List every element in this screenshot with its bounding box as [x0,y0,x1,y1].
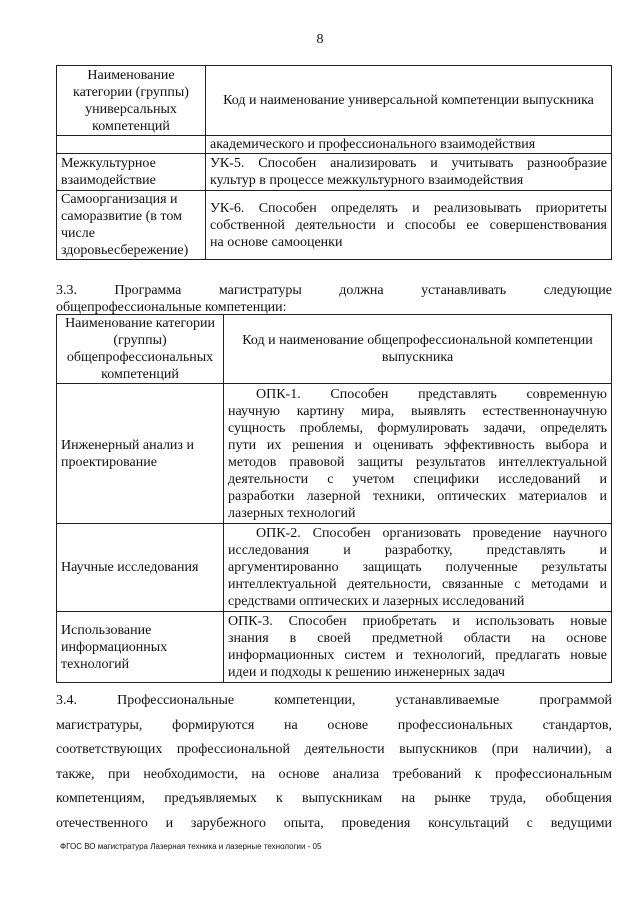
paragraph-line: соответствующих профессиональной деятельности выпускников (при наличии), а [56,742,612,757]
category-cell: Использование информационных технологий [57,612,224,683]
header-category-cell: Наименование категории (группы) общепрофессиональных компетенций [57,315,224,384]
page-number: 8 [316,32,324,47]
paragraph-line: общепрофессиональные компетенции: [56,300,287,315]
code-line: собственной деятельности и способы ее совершенствования [210,217,607,233]
category-cell: Инженерный анализ и проектирование [57,384,224,524]
code-line: лазерных технологий [228,505,356,521]
paragraph-3-4 [56,689,612,836]
table-header-row [57,315,612,384]
paragraph-line: магистратуры, формируются на основе профессиональных стандартов, [56,717,612,733]
universal-competencies-table [56,65,612,260]
code-cell [224,524,612,612]
paragraph-line: отечественного и зарубежного опыта, проведения консультаций с ведущими [56,815,612,831]
table-row [57,524,612,612]
category-cell: Научные исследования [57,524,224,612]
code-cell [224,612,612,683]
paragraph-3-3 [56,282,612,316]
code-line: сущность проблемы, формулировать задачи, определять [228,420,607,436]
code-line: ОПК-1. Способен представлять современную [256,386,607,402]
code-cell: академического и профессионального взаимодействия [206,136,612,154]
code-line: идеи и подходы к решению инженерных задач [228,665,505,680]
category-cell [57,136,206,154]
code-line: научную картину мира, выявлять естественнонаучную [228,403,607,419]
code-line: пути их решения и оценивать эффективность выбора и [228,437,607,453]
header-code-cell: Код и наименование универсальной компетенции выпускника [206,66,612,136]
code-line: культур в процессе межкультурного взаимодействия [210,173,524,188]
paragraph-line: также, при необходимости, на основе анализа требований к профессиональным [56,766,612,782]
code-line: интеллектуальной деятельности, связанные с методами и [228,577,607,592]
general-professional-competencies-table [56,314,612,683]
code-line: знания в своей предметной области на основе [228,631,607,646]
code-line: ОПК-3. Способен приобретать и использовать новые [228,614,607,629]
code-line: исследования и разработку, представлять и [228,543,607,558]
code-cell [206,154,612,191]
table-header-row [57,66,612,136]
code-cell [206,191,612,260]
paragraph-line: 3.4. Профессиональные компетенции, устанавливаемые программой [56,693,612,708]
code-line: средствами оптических и лазерных исследований [228,594,525,609]
code-line: разработки лазерной техники, оптических материалов и [228,488,607,504]
header-code-cell: Код и наименование общепрофессиональной компетенции выпускника [224,315,612,384]
table-row [57,191,612,260]
table-row [57,136,612,154]
table-row [57,384,612,524]
paragraph-line: 3.3. Программа магистратуры должна устанавливать следующие [56,283,612,298]
code-cell [224,384,612,524]
code-line: деятельности с учетом специфики исследований и [228,471,607,487]
code-line: на основе самооценки [210,234,343,250]
paragraph-line: компетенциям, предъявляемых к выпускникам на рынке труда, обобщения [56,791,612,806]
category-cell: Самоорганизация и саморазвитие (в том числе здоровьесбережение) [57,191,206,260]
code-line: аргументированно защищать полученные результаты [228,560,607,575]
code-line: УК-5. Способен анализировать и учитывать разнообразие [210,156,607,171]
code-line: ОПК-2. Способен организовать проведение научного [256,526,607,541]
header-category-cell: Наименование категории (группы) универсальных компетенций [57,66,206,136]
category-cell: Межкультурное взаимодействие [57,154,206,191]
code-line: УК-6. Способен определять и реализовывать приоритеты [210,200,607,216]
code-line: информационных систем и технологий, предлагать новые [228,648,607,663]
page-footer: ФГОС ВО магистратура Лазерная техника и лазерные технологии - 05 [60,842,322,851]
table-row [57,612,612,683]
table-row [57,154,612,191]
code-line: методов правовой защиты результатов интеллектуальной [228,454,607,470]
